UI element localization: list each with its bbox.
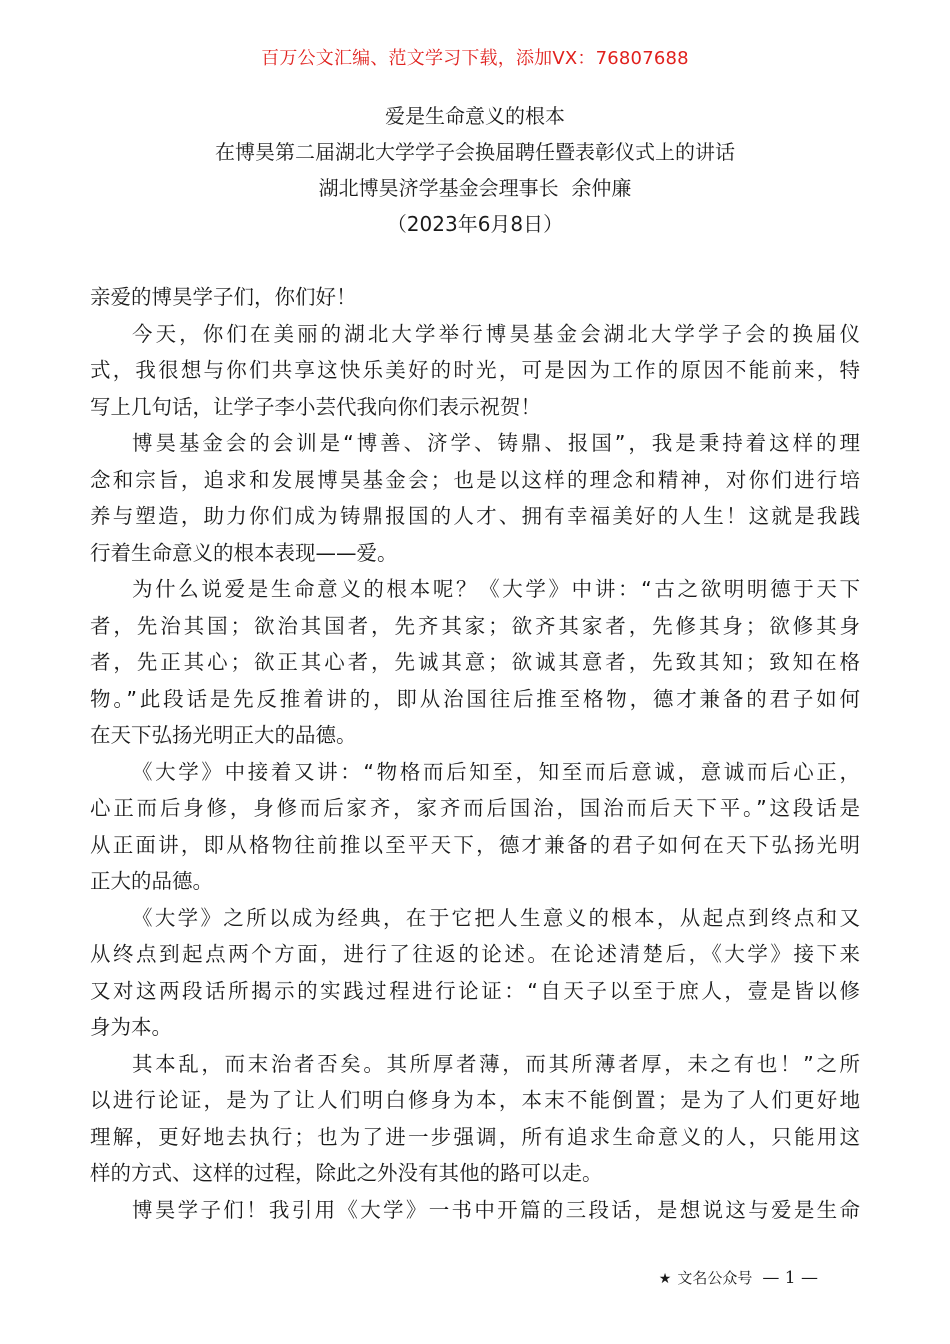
text-line: 《大学》之所以成为经典，在于它把人生意义的根本，从起点到终点和又 — [132, 905, 860, 930]
text-line: 行着生命意义的根本表现——爱。 — [90, 540, 398, 565]
text-line: 博昊基金会的会训是“博善、济学、铸鼎、报国”，我是秉持着这样的理 — [132, 431, 860, 455]
star-icon: ★ — [658, 1271, 672, 1287]
speaker-line: 湖北博昊济学基金会理事长 余仲廉 — [318, 176, 632, 200]
text-line: 者，先正其心；欲正其心者，先诚其意；欲诚其意者，先致其知；致知在格 — [90, 650, 860, 674]
text-line: 理解，更好地去执行；也为了进一步强调，所有追求生命意义的人，只能用这 — [90, 1124, 860, 1149]
text-line: 以进行论证，是为了让人们明白修身为本，本末不能倒置；是为了人们更好地 — [90, 1088, 860, 1112]
text-line: 又对这两段话所揭示的实践过程进行论证：“自天子以至于庶人，壹是皆以修 — [90, 978, 860, 1003]
text-line: 者，先治其国；欲治其国者，先齐其家；欲齐其家者，先修其身；欲修其身 — [90, 613, 860, 638]
page-title: 爱是生命意义的根本 — [385, 104, 565, 128]
text-line: 为什么说爱是生命意义的根本呢？《大学》中讲：“古之欲明明德于天下 — [132, 577, 860, 601]
footer-label: 文名公众号 — [677, 1269, 753, 1287]
text-line: 念和宗旨，追求和发展博昊基金会；也是以这样的理念和精神，对你们进行培 — [90, 467, 860, 492]
text-line: 《大学》中接着又讲：“物格而后知至，知至而后意诚，意诚而后心正， — [132, 759, 860, 784]
text-line: 养与塑造，助力你们成为铸鼎报国的人才、拥有幸福美好的人生！这就是我践 — [90, 504, 860, 528]
salutation-line: 亲爱的博昊学子们，你们好！ — [90, 285, 357, 309]
text-line: 其本乱，而末治者否矣。其所厚者薄，而其所薄者厚，未之有也！”之所 — [132, 1051, 860, 1076]
text-line: 样的方式、这样的过程，除此之外没有其他的路可以走。 — [90, 1161, 603, 1185]
page-footer — [659, 1266, 818, 1291]
text-line: 写上几句话，让学子李小芸代我向你们表示祝贺！ — [90, 394, 541, 419]
speech-date: （2023年6月8日） — [386, 212, 564, 236]
banner-watermark-text: 百万公文汇编、范文学习下载，添加VX：76807688 — [261, 48, 689, 69]
text-line: 从终点到起点两个方面，进行了往返的论述。在论述清楚后，《大学》接下来 — [90, 942, 860, 966]
text-line: 身为本。 — [90, 1015, 172, 1039]
text-line: 物。”此段话是先反推着讲的，即从治国往后推至格物，德才兼备的君子如何 — [90, 686, 860, 711]
text-line: 从正面讲，即从格物往前推以至平天下，德才兼备的君子如何在天下弘扬光明 — [90, 832, 860, 857]
text-line: 心正而后身修，身修而后家齐，家齐而后国治，国治而后天下平。”这段话是 — [90, 796, 860, 820]
text-line: 博昊学子们！我引用《大学》一书中开篇的三段话，是想说这与爱是生命 — [132, 1197, 860, 1222]
title-block — [0, 98, 950, 242]
text-line: 今天，你们在美丽的湖北大学举行博昊基金会湖北大学学子会的换届仪 — [132, 321, 860, 346]
page-subtitle: 在博昊第二届湖北大学学子会换届聘任暨表彰仪式上的讲话 — [215, 140, 735, 164]
text-line: 式，我很想与你们共享这快乐美好的时光，可是因为工作的原因不能前来，特 — [90, 358, 860, 382]
text-line: 正大的品德。 — [90, 869, 213, 893]
text-line: 在天下弘扬光明正大的品德。 — [90, 723, 357, 747]
page-number: — 1 — — [762, 1268, 818, 1288]
speech-body — [90, 279, 860, 1228]
